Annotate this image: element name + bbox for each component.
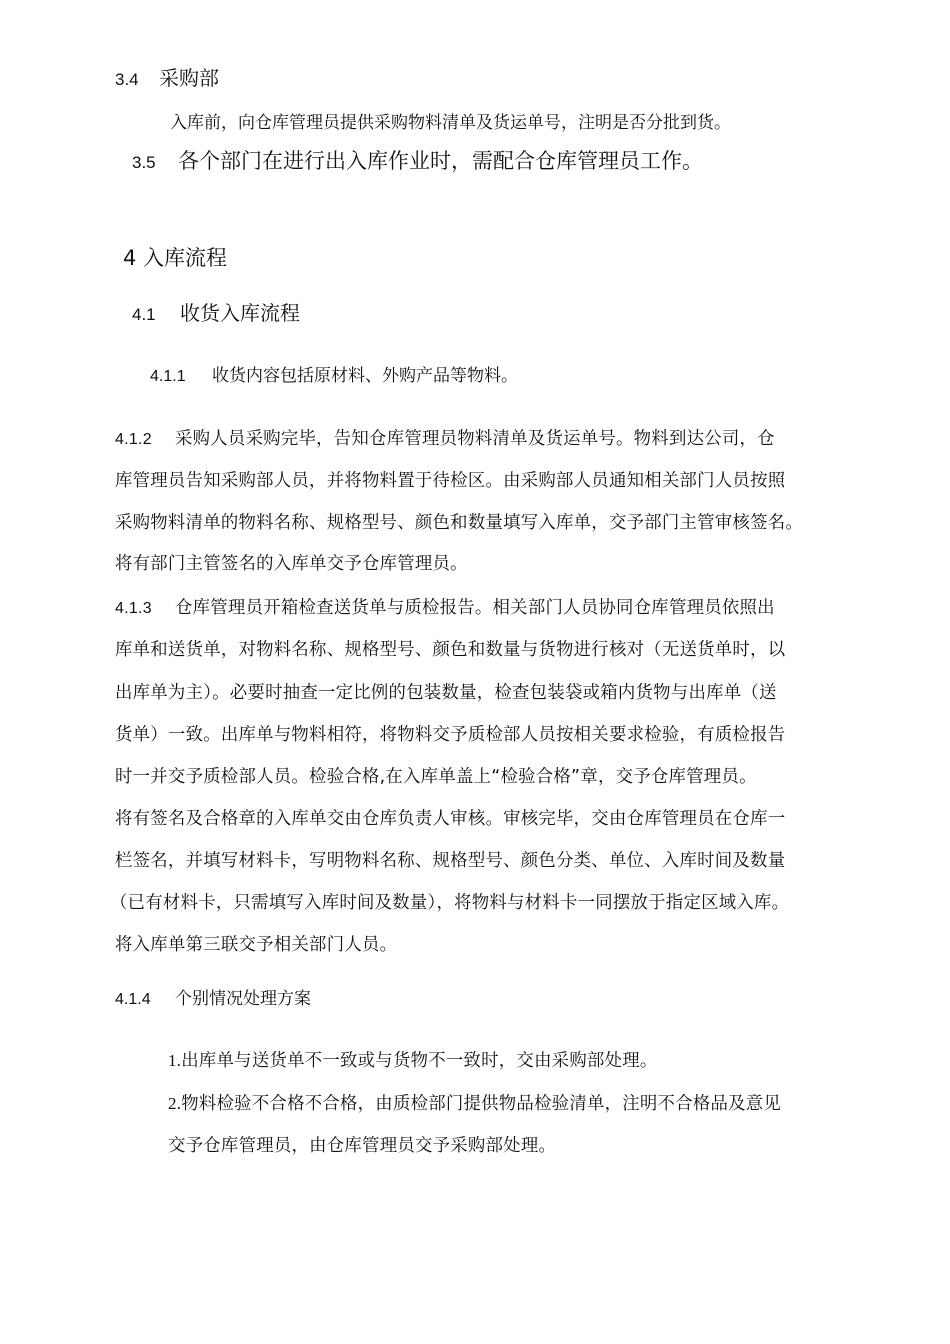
section-4-1-2-line-4: 将有部门主管签名的入库单交予仓库管理员。: [115, 554, 468, 574]
section-4-1-4-heading: [115, 984, 311, 1009]
section-4-1-3-line-3: 出库单为主）。必要时抽查一定比例的包装数量，检查包装袋或箱内货物与出库单（送: [115, 683, 777, 703]
section-number: 3.5: [132, 153, 156, 172]
section-3-4-text: 入库前，向仓库管理员提供采购物料清单及货运单号，注明是否分批到货。: [170, 113, 731, 133]
section-title: 各个部门在进行出入库作业时，需配合仓库管理员工作。: [178, 149, 703, 173]
section-4-1-3-line-9: 将入库单第三联交予相关部门人员。: [115, 935, 398, 955]
paragraph-text: 采购人员采购完毕，告知仓库管理员物料清单及货运单号。物料到达公司，仓: [175, 429, 775, 449]
section-number: 4.1.3: [115, 600, 152, 617]
section-4-1-1: [150, 361, 518, 386]
section-4-1-2-line-1: [115, 424, 775, 449]
section-4-1-3-line-6: 将有签名及合格章的入库单交由仓库负责人审核。审核完毕，交由仓库管理员在仓库一: [115, 809, 786, 829]
section-3-5-heading: [132, 145, 703, 175]
section-4-1-heading: [132, 297, 300, 326]
section-4-1-2-line-2: 库管理员告知采购部人员，并将物料置于待检区。由采购部人员通知相关部门人员按照: [115, 471, 786, 491]
section-number: 4.1.4: [115, 991, 151, 1008]
section-4-1-3-line-2: 库单和送货单，对物料名称、规格型号、颜色和数量与货物进行核对（无送货单时，以: [115, 640, 786, 660]
section-title: 个别情况处理方案: [175, 989, 311, 1009]
section-number: 4.1.2: [115, 431, 152, 448]
section-4-1-3-line-8: （已有材料卡，只需填写入库时间及数量），将物料与材料卡一同摆放于指定区域入库。: [110, 893, 790, 913]
section-title: 收货入库流程: [180, 301, 300, 325]
list-item: [168, 1046, 658, 1071]
section-number: 3.4: [115, 70, 139, 89]
section-4-heading: 4 入库流程: [123, 246, 228, 270]
section-text: 收货内容包括原材料、外购产品等物料。: [212, 366, 518, 386]
list-item-number: 1.: [168, 1051, 182, 1070]
section-4-1-3-line-4: 货单）一致。出库单与物料相符，将物料交予质检部人员按相关要求检验，有质检报告: [115, 725, 786, 745]
section-number: 4.1.1: [150, 368, 186, 385]
section-4-1-3-line-1: [115, 593, 775, 618]
list-item: [168, 1089, 781, 1114]
list-item-text: 出库单与送货单不一致或与货物不一致时，交由采购部处理。: [181, 1051, 658, 1071]
section-3-4-heading: [115, 62, 219, 91]
section-4-1-2-line-3: 采购物料清单的物料名称、规格型号、颜色和数量填写入库单，交予部门主管审核签名。: [115, 513, 803, 533]
section-title: 采购部: [159, 66, 219, 90]
section-4-1-3-line-5: 时一并交予质检部人员。检验合格,在入库单盖上“检验合格”章，交予仓库管理员。: [115, 767, 757, 787]
list-item-continuation: 交予仓库管理员，由仓库管理员交予采购部处理。: [168, 1136, 557, 1156]
section-4-1-3-line-7: 栏签名，并填写材料卡，写明物料名称、规格型号、颜色分类、单位、入库时间及数量: [115, 851, 786, 871]
paragraph-text: 仓库管理员开箱检查送货单与质检报告。相关部门人员协同仓库管理员依照出: [175, 598, 775, 618]
section-number: 4.1: [132, 305, 156, 324]
list-item-text: 物料检验不合格不合格，由质检部门提供物品检验清单，注明不合格品及意见: [181, 1094, 782, 1114]
list-item-number: 2.: [168, 1094, 182, 1113]
